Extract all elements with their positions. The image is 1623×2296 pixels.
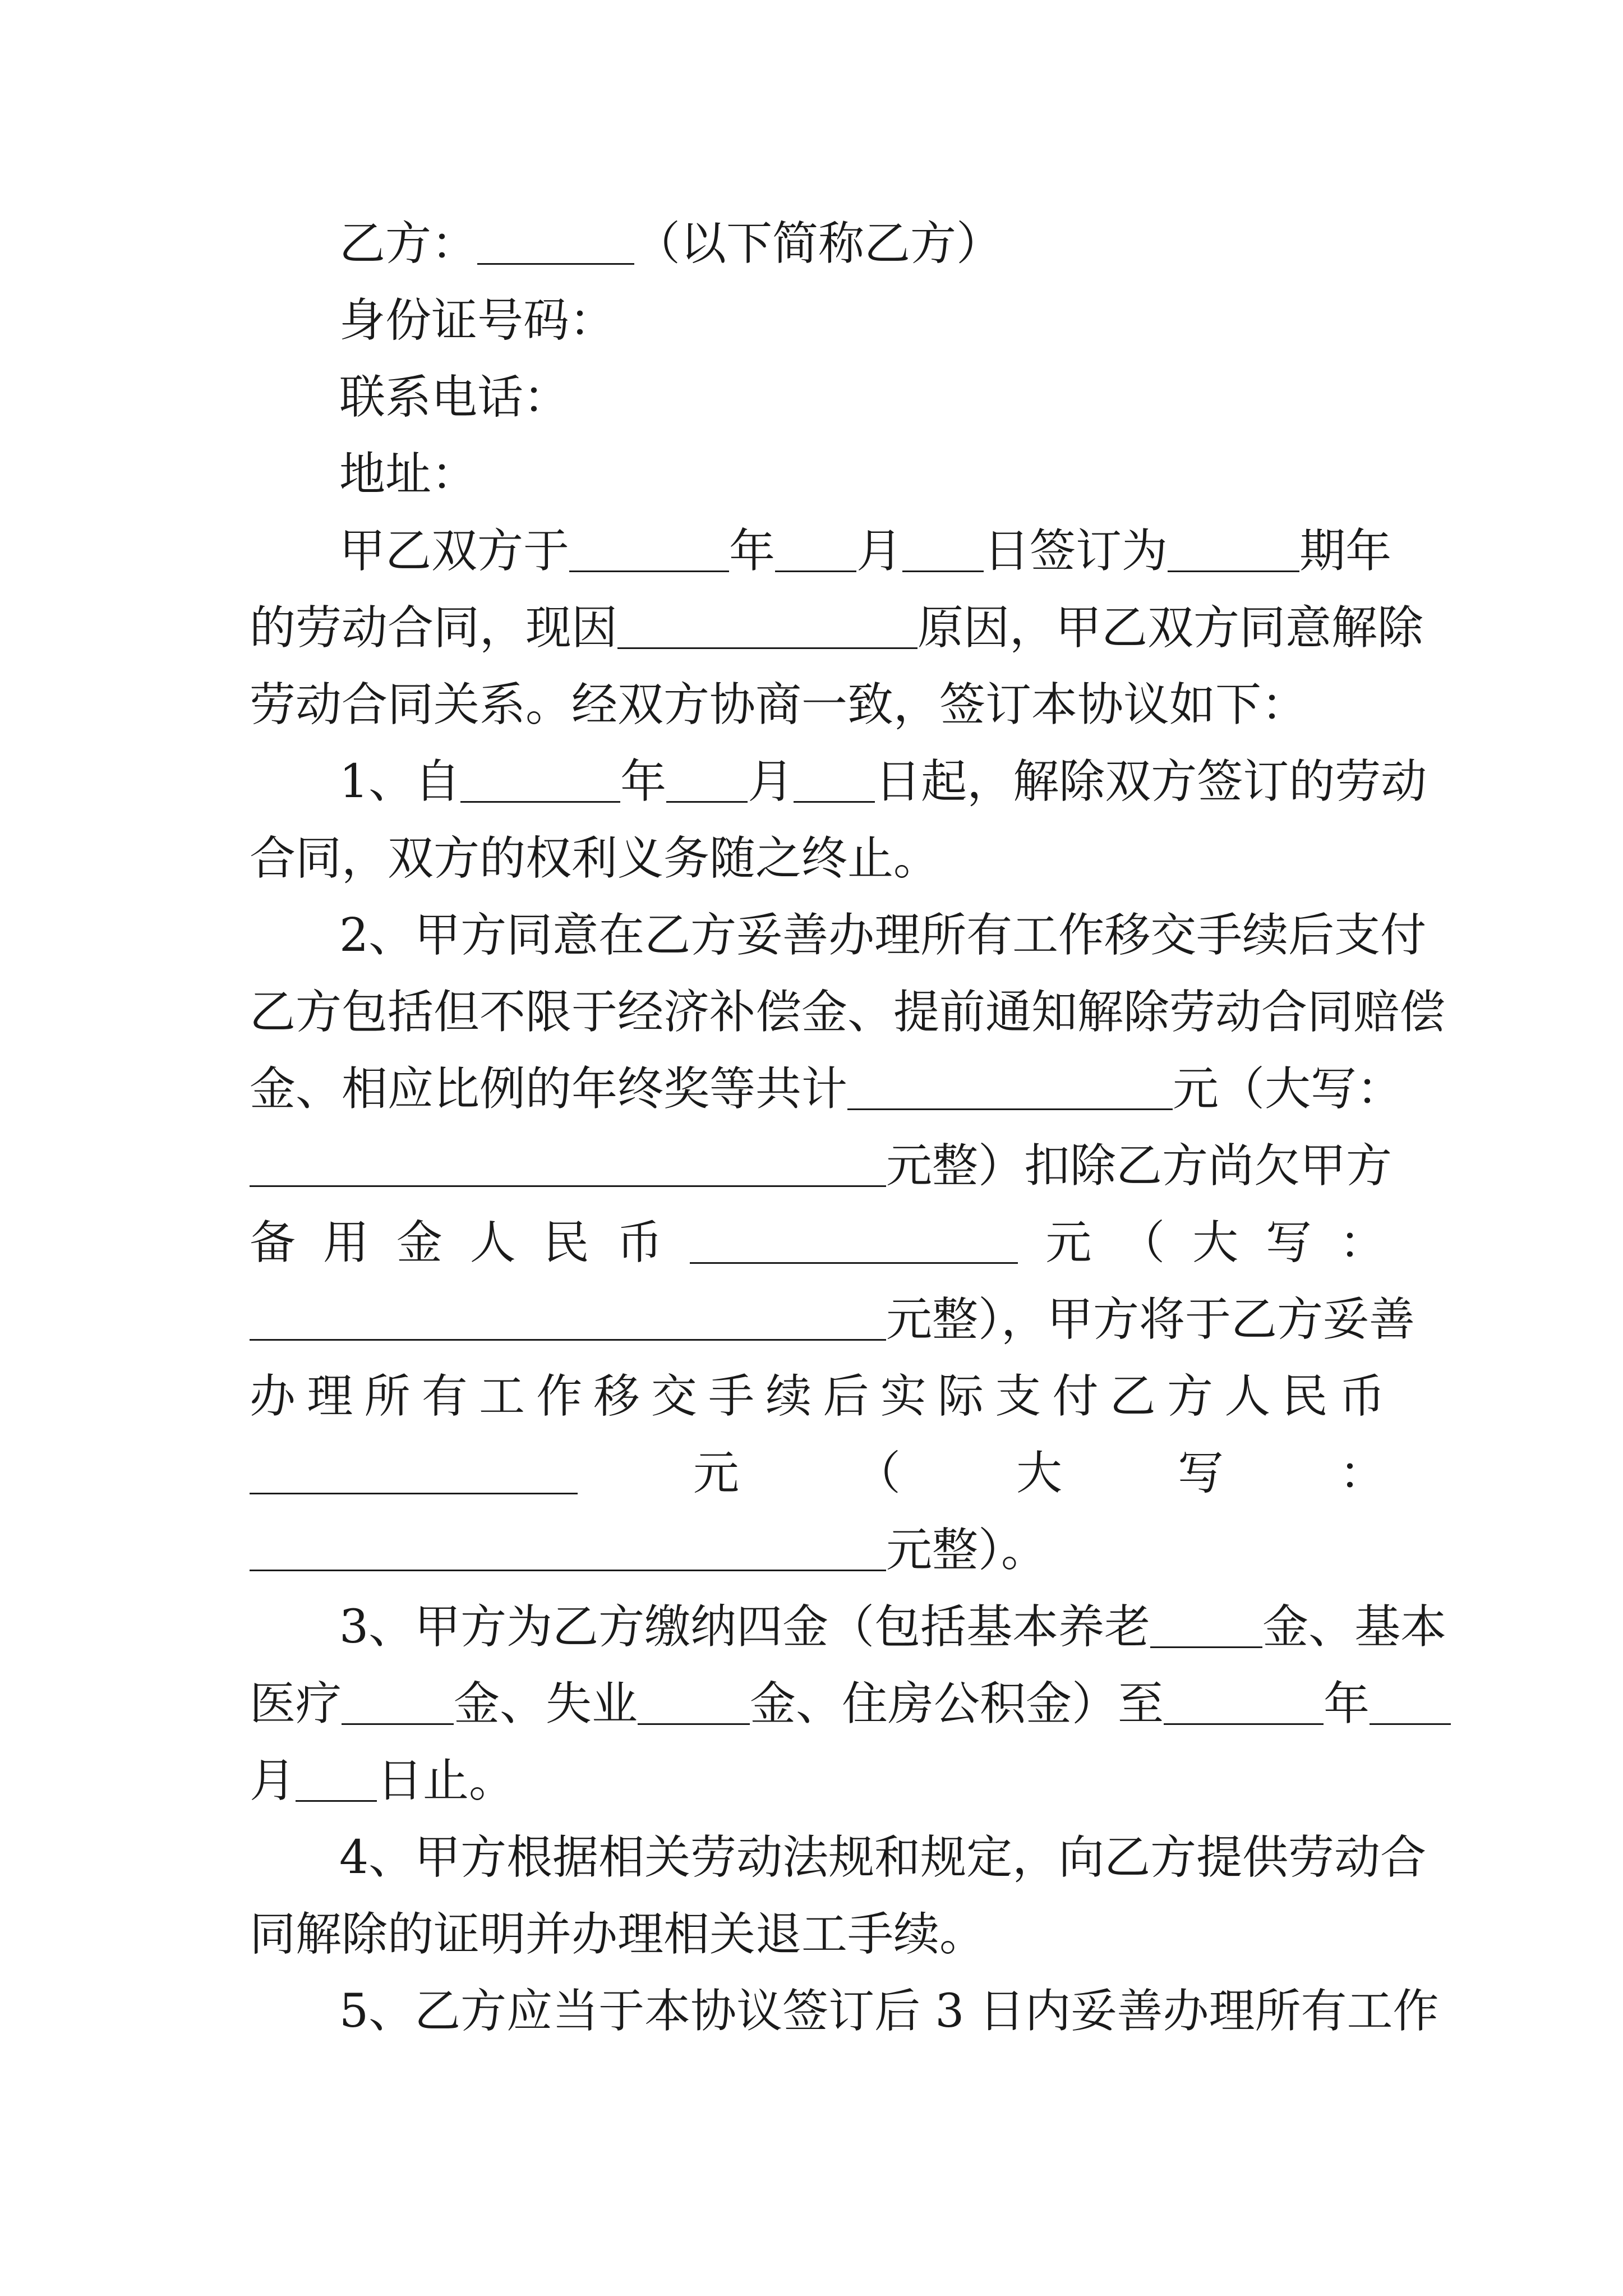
clause-text: 元整），甲方将于乙方妥善 bbox=[886, 1293, 1415, 1346]
clause-char: 际 bbox=[938, 1370, 984, 1423]
clause-text: 1、自 bbox=[339, 755, 461, 808]
unemployment-blank[interactable] bbox=[638, 1676, 750, 1725]
address-label: 地址： bbox=[339, 448, 478, 501]
intro-text: 月 bbox=[856, 524, 903, 578]
clause-2-line-6 bbox=[250, 1292, 1415, 1348]
intro-line-2 bbox=[250, 600, 1424, 656]
clause-char: 用 bbox=[322, 1216, 369, 1269]
clause-char: 手 bbox=[708, 1370, 755, 1423]
terminate-day-blank[interactable] bbox=[794, 754, 875, 803]
phone-line bbox=[339, 370, 1475, 426]
sign-day-blank[interactable] bbox=[902, 523, 984, 572]
clause-char: 人 bbox=[469, 1216, 516, 1269]
clause-char: 备 bbox=[250, 1216, 296, 1269]
party-b-label: 乙方： bbox=[339, 217, 478, 270]
pension-blank[interactable] bbox=[1150, 1599, 1262, 1648]
intro-text: 年 bbox=[729, 524, 776, 578]
clause-2-line-1 bbox=[339, 908, 1427, 964]
clause-char: 办 bbox=[250, 1370, 296, 1423]
intro-text: 劳动合同关系。经双方协商一致，签订本协议如下： bbox=[250, 678, 1308, 731]
insurance-year-blank[interactable] bbox=[1164, 1676, 1324, 1725]
clause-text: 元整）扣除乙方尚欠甲方 bbox=[886, 1139, 1393, 1193]
clause-5-line-1 bbox=[339, 1984, 1439, 2040]
clause-char: （ bbox=[1119, 1216, 1165, 1269]
terminate-year-blank[interactable] bbox=[460, 754, 620, 803]
sign-year-blank[interactable] bbox=[569, 523, 729, 572]
clause-text: 3、甲方为乙方缴纳四金（包括基本养老 bbox=[339, 1600, 1151, 1654]
clause-char: 续 bbox=[766, 1370, 812, 1423]
clause-2-line-7 bbox=[250, 1369, 1385, 1425]
clause-char: 人 bbox=[1224, 1370, 1271, 1423]
clause-text: 金、失业 bbox=[454, 1677, 638, 1731]
party-b-name-blank[interactable] bbox=[477, 216, 634, 265]
clause-text: 金、住房公积金）至 bbox=[750, 1677, 1164, 1731]
intro-text: 的劳动合同，现因 bbox=[250, 601, 618, 655]
clause-char: 作 bbox=[536, 1370, 583, 1423]
clause-char: 有 bbox=[421, 1370, 468, 1423]
total-amount-blank[interactable] bbox=[847, 1061, 1173, 1110]
clause-1-line-2 bbox=[250, 831, 1385, 887]
id-number-line bbox=[339, 293, 1475, 349]
clause-2-line-2 bbox=[250, 984, 1446, 1041]
clause-2-line-4 bbox=[250, 1138, 1393, 1194]
phone-label: 联系电话： bbox=[339, 371, 570, 424]
petty-cash-amount-blank[interactable] bbox=[690, 1215, 1018, 1264]
clause-text: 乙方包括但不限于经济补偿金、提前通知解除劳动合同赔偿 bbox=[250, 986, 1446, 1039]
clause-char: 民 bbox=[543, 1216, 589, 1269]
clause-char: 实 bbox=[880, 1370, 926, 1423]
clause-text: 元（大写： bbox=[1173, 1062, 1403, 1116]
clause-char: 移 bbox=[593, 1370, 640, 1423]
terminate-month-blank[interactable] bbox=[666, 754, 748, 803]
clause-char: 写 bbox=[1177, 1447, 1224, 1500]
intro-text: 甲乙双方于 bbox=[339, 524, 570, 578]
clause-2-line-8 bbox=[250, 1446, 1385, 1502]
id-number-label: 身份证号码： bbox=[339, 294, 616, 347]
party-b-line bbox=[339, 216, 1475, 272]
clause-text: 金、基本 bbox=[1262, 1600, 1447, 1654]
clause-char: 币 bbox=[1339, 1370, 1385, 1423]
intro-text: 原因，甲乙双方同意解除 bbox=[917, 601, 1424, 655]
petty-cash-words-blank[interactable] bbox=[250, 1292, 886, 1341]
clause-3-line-1 bbox=[339, 1599, 1447, 1655]
clause-text: 年 bbox=[1324, 1677, 1370, 1731]
clause-text: 月 bbox=[748, 755, 794, 808]
insurance-day-blank[interactable] bbox=[296, 1753, 377, 1802]
clause-3-line-3 bbox=[250, 1753, 1385, 1809]
intro-text: 日签订为 bbox=[984, 524, 1168, 578]
clause-text: 4、甲方根据相关劳动法规和规定，向乙方提供劳动合 bbox=[339, 1831, 1427, 1884]
clause-char: （ bbox=[854, 1447, 901, 1500]
clause-char: 乙 bbox=[1109, 1370, 1156, 1423]
clause-text: 月 bbox=[250, 1754, 296, 1807]
clause-text: 5、乙方应当于本协议签订后 3 日内妥善办理所有工作 bbox=[339, 1985, 1439, 2038]
clause-text: 日止。 bbox=[377, 1754, 515, 1807]
clause-3-line-2 bbox=[250, 1676, 1385, 1732]
clause-char: 付 bbox=[1052, 1370, 1099, 1423]
clause-text: 金、相应比例的年终奖等共计 bbox=[250, 1062, 848, 1116]
clause-char: 民 bbox=[1281, 1370, 1328, 1423]
term-blank[interactable] bbox=[1168, 523, 1299, 572]
clause-text: 合同，双方的权利义务随之终止。 bbox=[250, 832, 940, 885]
clause-1-line-1 bbox=[339, 754, 1427, 810]
clause-text: 医疗 bbox=[250, 1677, 342, 1731]
clause-2-line-5 bbox=[250, 1215, 1385, 1271]
clause-text: 年 bbox=[620, 755, 667, 808]
clause-text: 2、甲方同意在乙方妥善办理所有工作移交手续后支付 bbox=[339, 909, 1427, 962]
clause-2-line-9 bbox=[250, 1522, 1385, 1579]
clause-text: 同解除的证明并办理相关退工手续。 bbox=[250, 1908, 986, 1961]
clause-char: 币 bbox=[616, 1216, 663, 1269]
clause-4-line-2 bbox=[250, 1907, 1385, 1963]
clause-char: 金 bbox=[396, 1216, 442, 1269]
clause-char: 方 bbox=[1167, 1370, 1214, 1423]
clause-char: 大 bbox=[1016, 1447, 1062, 1500]
intro-text: 期年 bbox=[1299, 524, 1392, 578]
net-payment-words-blank[interactable] bbox=[250, 1522, 886, 1571]
clause-char: 所 bbox=[364, 1370, 411, 1423]
sign-month-blank[interactable] bbox=[775, 523, 856, 572]
clause-char: 理 bbox=[307, 1370, 353, 1423]
total-amount-words-blank[interactable] bbox=[250, 1138, 886, 1187]
reason-blank[interactable] bbox=[617, 600, 917, 649]
clause-text: 日起，解除双方签订的劳动 bbox=[875, 755, 1427, 808]
clause-4-line-1 bbox=[339, 1830, 1427, 1886]
intro-line-3 bbox=[250, 677, 1385, 733]
medical-blank[interactable] bbox=[342, 1676, 454, 1725]
clause-char: 支 bbox=[995, 1370, 1041, 1423]
intro-line-1 bbox=[339, 523, 1392, 579]
clause-char: 大 bbox=[1192, 1216, 1239, 1269]
clause-2-line-3 bbox=[250, 1061, 1403, 1117]
clause-char: ： bbox=[1339, 1447, 1385, 1500]
net-payment-amount-blank[interactable] bbox=[250, 1446, 578, 1494]
party-b-note: （以下简称乙方） bbox=[634, 217, 1003, 270]
clause-char: 写 bbox=[1266, 1216, 1312, 1269]
address-line bbox=[339, 447, 1475, 503]
clause-char: 元 bbox=[693, 1447, 739, 1500]
clause-char: 交 bbox=[651, 1370, 697, 1423]
clause-char: 后 bbox=[823, 1370, 869, 1423]
clause-text: 元整）。 bbox=[886, 1524, 1048, 1577]
clause-char: ： bbox=[1339, 1216, 1385, 1269]
clause-char: 元 bbox=[1045, 1216, 1092, 1269]
clause-char: 工 bbox=[479, 1370, 525, 1423]
insurance-month-blank-start[interactable] bbox=[1370, 1676, 1451, 1725]
